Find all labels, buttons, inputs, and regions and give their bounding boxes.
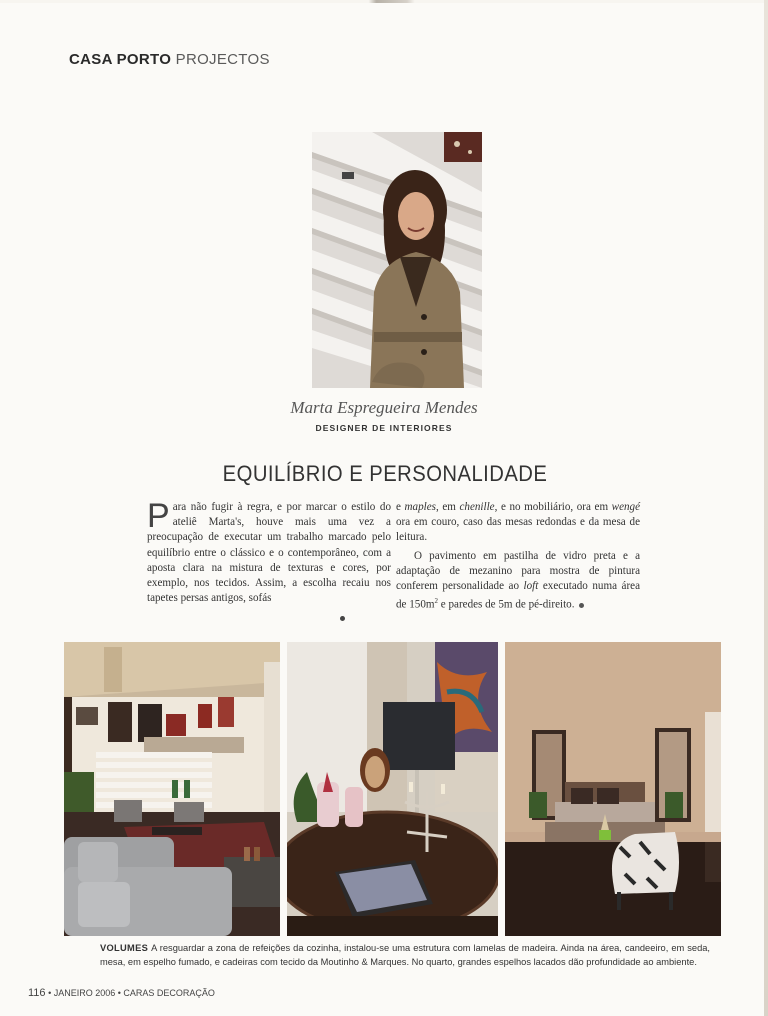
- end-of-article-bullet: [579, 603, 584, 608]
- page-footer: [28, 987, 215, 999]
- column-2-paragraph-2: O pavimento em pastilha de vidro preta e a adaptação de mezanino para mostra de pintura conferem personalidade ao loft executado numa área de $150m^2$ e paredes de 5m de pé-direito.: [396, 549, 641, 611]
- page-right-edge: [764, 0, 768, 1016]
- page-number: 116: [28, 987, 46, 999]
- column-divider-dot: [340, 616, 345, 621]
- caption-text: A resguardar a zona de refeições da cozinha, instalou-se uma estrutura com lamelas de madeira. Ainda na área, candeeiro, em seda, mesa, em espelho fumado, e cadeiras com tecido da Moutinho & Marques. No quarto, grandes espelhos lacados dão profundidade ao ambiente.: [100, 943, 710, 967]
- decor-detail-photo: [287, 642, 498, 936]
- column-1-text: ara não fugir à regra, e por marcar o estilo do ateliê Marta's, houve mais uma vez a preocupação de executar um trabalho marcado pelo equilíbrio entre o clássico e o contemporâneo, com a aposta clara na mistura de texturas e cores, por exemplo, nos tecidos. Assim, a escolha recaiu nos tapetes persas antigos, sofás: [147, 501, 391, 605]
- designer-name: Marta Espregueira Mendes: [290, 398, 478, 417]
- page-top-edge: [0, 0, 768, 3]
- decor-detail-illustration: [287, 642, 498, 936]
- column-2-paragraph-1: e maples, em chenille, e no mobiliário, ora em wengé ora em couro, caso das mesas redondas e da mesa de leitura.: [396, 501, 641, 544]
- header-section: PROJECTOS: [175, 51, 270, 68]
- drop-cap: P: [147, 497, 170, 535]
- designer-role: DESIGNER DE INTERIORES: [315, 423, 453, 433]
- bedroom-photo: [505, 642, 721, 936]
- header-brand: CASA PORTO: [69, 51, 172, 68]
- issue-info: • JANEIRO 2006 • CARAS DECORAÇÃO: [48, 988, 215, 998]
- photo-caption: [100, 941, 710, 969]
- article-column-2: [396, 500, 640, 616]
- section-header: [69, 51, 270, 68]
- living-room-illustration: [64, 642, 280, 936]
- portrait-illustration: [312, 132, 482, 388]
- designer-portrait-photo: [312, 132, 482, 388]
- caption-lead: VOLUMES: [100, 943, 149, 953]
- living-room-photo: [64, 642, 280, 936]
- article-title: EQUILÍBRIO E PERSONALIDADE: [222, 461, 548, 486]
- article-column-1: [147, 497, 391, 609]
- bedroom-illustration: [505, 642, 721, 936]
